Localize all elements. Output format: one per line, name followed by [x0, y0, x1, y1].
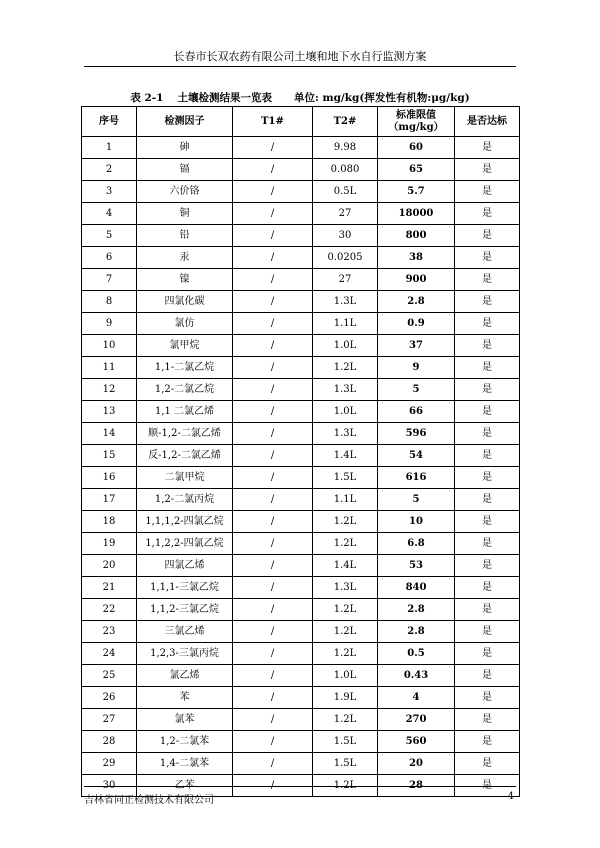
cell-pass: 是: [455, 225, 520, 247]
cell-pass: 是: [455, 159, 520, 181]
cell-t1: /: [233, 577, 313, 599]
cell-pass: 是: [455, 577, 520, 599]
cell-no: 28: [82, 731, 137, 753]
cell-factor: 氯乙烯: [137, 665, 233, 687]
cell-t2: 27: [313, 203, 378, 225]
cell-limit: 20: [378, 753, 455, 775]
table-row: [82, 533, 520, 555]
cell-factor: 1,2-二氯苯: [137, 731, 233, 753]
cell-factor: 二氯甲烷: [137, 467, 233, 489]
cell-t1: /: [233, 621, 313, 643]
cell-factor: 1,2-二氯乙烷: [137, 379, 233, 401]
cell-no: 7: [82, 269, 137, 291]
cell-t1: /: [233, 709, 313, 731]
page-number: 4: [507, 791, 514, 802]
cell-t1: /: [233, 665, 313, 687]
cell-limit: 2.8: [378, 599, 455, 621]
cell-t1: /: [233, 401, 313, 423]
cell-pass: 是: [455, 335, 520, 357]
cell-pass: 是: [455, 687, 520, 709]
cell-pass: 是: [455, 291, 520, 313]
table-row: [82, 247, 520, 269]
cell-t1: /: [233, 137, 313, 159]
table-row: [82, 731, 520, 753]
footer-company: 吉林省同正检测技术有限公司: [84, 795, 214, 806]
cell-t1: /: [233, 445, 313, 467]
cell-pass: 是: [455, 379, 520, 401]
cell-no: 20: [82, 555, 137, 577]
cell-t2: 27: [313, 269, 378, 291]
cell-pass: 是: [455, 643, 520, 665]
cell-t2: 1.2L: [313, 599, 378, 621]
cell-pass: 是: [455, 709, 520, 731]
cell-pass: 是: [455, 181, 520, 203]
cell-factor: 1,2,3-三氯丙烷: [137, 643, 233, 665]
table-header-row: [82, 107, 520, 137]
cell-t1: /: [233, 599, 313, 621]
table-row: [82, 401, 520, 423]
cell-factor: 三氯乙烯: [137, 621, 233, 643]
cell-pass: 是: [455, 137, 520, 159]
cell-t2: 0.0205: [313, 247, 378, 269]
cell-pass: 是: [455, 621, 520, 643]
cell-no: 3: [82, 181, 137, 203]
cell-t1: /: [233, 225, 313, 247]
cell-factor: 氯甲烷: [137, 335, 233, 357]
cell-no: 29: [82, 753, 137, 775]
cell-pass: 是: [455, 401, 520, 423]
cell-no: 12: [82, 379, 137, 401]
cell-t1: /: [233, 643, 313, 665]
cell-t2: 1.2L: [313, 533, 378, 555]
cell-limit: 18000: [378, 203, 455, 225]
cell-limit: 900: [378, 269, 455, 291]
cell-t1: /: [233, 335, 313, 357]
cell-limit: 5.7: [378, 181, 455, 203]
cell-limit: 270: [378, 709, 455, 731]
cell-factor: 1,2-二氯丙烷: [137, 489, 233, 511]
cell-pass: 是: [455, 423, 520, 445]
cell-pass: 是: [455, 731, 520, 753]
cell-limit: 60: [378, 137, 455, 159]
cell-pass: 是: [455, 555, 520, 577]
table-row: [82, 489, 520, 511]
cell-factor: 顺-1,2-二氯乙烯: [137, 423, 233, 445]
cell-no: 30: [82, 775, 137, 797]
cell-t1: /: [233, 357, 313, 379]
cell-pass: 是: [455, 313, 520, 335]
caption-number: 表 2-1: [130, 92, 164, 104]
cell-t2: 1.3L: [313, 577, 378, 599]
header-rule: [84, 66, 516, 67]
cell-t1: /: [233, 489, 313, 511]
cell-limit: 38: [378, 247, 455, 269]
soil-results-table: [81, 106, 520, 797]
table-row: [82, 621, 520, 643]
cell-t2: 30: [313, 225, 378, 247]
cell-factor: 镉: [137, 159, 233, 181]
cell-t1: /: [233, 247, 313, 269]
header-t1: T1#: [233, 107, 313, 137]
table-caption: [84, 90, 516, 105]
cell-pass: 是: [455, 269, 520, 291]
cell-pass: 是: [455, 203, 520, 225]
cell-factor: 六价铬: [137, 181, 233, 203]
table-row: [82, 665, 520, 687]
header-pass: 是否达标: [455, 107, 520, 137]
cell-t2: 1.2L: [313, 511, 378, 533]
cell-t2: 1.9L: [313, 687, 378, 709]
cell-no: 4: [82, 203, 137, 225]
cell-no: 15: [82, 445, 137, 467]
cell-limit: 66: [378, 401, 455, 423]
cell-no: 22: [82, 599, 137, 621]
cell-pass: 是: [455, 467, 520, 489]
cell-limit: 560: [378, 731, 455, 753]
cell-limit: 2.8: [378, 291, 455, 313]
cell-limit: 65: [378, 159, 455, 181]
cell-no: 11: [82, 357, 137, 379]
cell-no: 16: [82, 467, 137, 489]
cell-no: 25: [82, 665, 137, 687]
caption-title: 土壤检测结果一览表: [177, 92, 272, 104]
cell-t2: 1.3L: [313, 379, 378, 401]
footer-rule: [84, 786, 516, 787]
table-row: [82, 357, 520, 379]
table-row: [82, 687, 520, 709]
table-row: [82, 313, 520, 335]
table-row: [82, 709, 520, 731]
cell-t2: 1.5L: [313, 467, 378, 489]
page-header: 长春市长双农药有限公司土壤和地下水自行监测方案: [173, 50, 427, 63]
cell-pass: 是: [455, 511, 520, 533]
cell-no: 17: [82, 489, 137, 511]
cell-limit: 37: [378, 335, 455, 357]
cell-t1: /: [233, 511, 313, 533]
cell-factor: 氯仿: [137, 313, 233, 335]
cell-limit: 5: [378, 489, 455, 511]
cell-pass: 是: [455, 599, 520, 621]
table-row: [82, 577, 520, 599]
header-limit-line2: （mg/kg）: [388, 121, 444, 133]
cell-t1: /: [233, 423, 313, 445]
cell-t1: /: [233, 775, 313, 797]
cell-t2: 1.2L: [313, 775, 378, 797]
cell-t2: 1.2L: [313, 621, 378, 643]
cell-no: 9: [82, 313, 137, 335]
cell-no: 27: [82, 709, 137, 731]
cell-factor: 1,1,2,2-四氯乙烷: [137, 533, 233, 555]
cell-t2: 9.98: [313, 137, 378, 159]
cell-limit: 800: [378, 225, 455, 247]
cell-factor: 乙苯: [137, 775, 233, 797]
table-row: [82, 599, 520, 621]
header-limit-line1: 标准限值: [396, 109, 436, 121]
cell-t1: /: [233, 291, 313, 313]
cell-no: 26: [82, 687, 137, 709]
cell-limit: 0.43: [378, 665, 455, 687]
cell-no: 5: [82, 225, 137, 247]
cell-no: 21: [82, 577, 137, 599]
cell-t1: /: [233, 555, 313, 577]
cell-t1: /: [233, 687, 313, 709]
cell-limit: 596: [378, 423, 455, 445]
header-factor: 检测因子: [137, 107, 233, 137]
cell-limit: 28: [378, 775, 455, 797]
cell-t2: 1.2L: [313, 709, 378, 731]
cell-t2: 1.4L: [313, 555, 378, 577]
cell-factor: 1,1 二氯乙烯: [137, 401, 233, 423]
cell-limit: 54: [378, 445, 455, 467]
cell-t1: /: [233, 731, 313, 753]
cell-pass: 是: [455, 665, 520, 687]
cell-limit: 9: [378, 357, 455, 379]
header-limit: [378, 107, 455, 137]
table-row: [82, 335, 520, 357]
cell-factor: 镍: [137, 269, 233, 291]
cell-t1: /: [233, 269, 313, 291]
cell-pass: 是: [455, 533, 520, 555]
cell-limit: 840: [378, 577, 455, 599]
cell-no: 10: [82, 335, 137, 357]
cell-limit: 6.8: [378, 533, 455, 555]
cell-no: 13: [82, 401, 137, 423]
cell-factor: 1,1,1,2-四氯乙烷: [137, 511, 233, 533]
cell-limit: 5: [378, 379, 455, 401]
table-row: [82, 445, 520, 467]
cell-t2: 1.5L: [313, 753, 378, 775]
cell-factor: 四氯乙烯: [137, 555, 233, 577]
cell-t2: 1.4L: [313, 445, 378, 467]
table-row: [82, 467, 520, 489]
table-row: [82, 643, 520, 665]
cell-t2: 1.3L: [313, 423, 378, 445]
table-row: [82, 511, 520, 533]
cell-limit: 0.9: [378, 313, 455, 335]
cell-t2: 0.080: [313, 159, 378, 181]
cell-t2: 1.3L: [313, 291, 378, 313]
cell-t1: /: [233, 159, 313, 181]
cell-t1: /: [233, 181, 313, 203]
table-row: [82, 203, 520, 225]
cell-t2: 1.0L: [313, 335, 378, 357]
cell-pass: 是: [455, 247, 520, 269]
caption-unit: 单位: mg/kg(挥发性有机物:μg/kg): [293, 92, 470, 104]
cell-factor: 铜: [137, 203, 233, 225]
table-row: [82, 291, 520, 313]
cell-t2: 1.1L: [313, 489, 378, 511]
cell-no: 18: [82, 511, 137, 533]
table-row: [82, 269, 520, 291]
cell-pass: 是: [455, 775, 520, 797]
cell-factor: 砷: [137, 137, 233, 159]
cell-limit: 4: [378, 687, 455, 709]
cell-t1: /: [233, 203, 313, 225]
cell-no: 1: [82, 137, 137, 159]
cell-limit: 10: [378, 511, 455, 533]
table-row: [82, 753, 520, 775]
header-no: 序号: [82, 107, 137, 137]
table-row: [82, 159, 520, 181]
cell-t1: /: [233, 467, 313, 489]
cell-t1: /: [233, 533, 313, 555]
cell-t1: /: [233, 313, 313, 335]
cell-factor: 苯: [137, 687, 233, 709]
cell-limit: 2.8: [378, 621, 455, 643]
cell-factor: 1,1-二氯乙烷: [137, 357, 233, 379]
cell-t2: 1.0L: [313, 665, 378, 687]
table-row: [82, 379, 520, 401]
cell-t2: 0.5L: [313, 181, 378, 203]
table-body: [82, 137, 520, 797]
cell-pass: 是: [455, 445, 520, 467]
header-t2: T2#: [313, 107, 378, 137]
cell-limit: 53: [378, 555, 455, 577]
cell-factor: 汞: [137, 247, 233, 269]
table-row: [82, 555, 520, 577]
cell-no: 23: [82, 621, 137, 643]
cell-factor: 1,1,1-三氯乙烷: [137, 577, 233, 599]
cell-no: 2: [82, 159, 137, 181]
cell-limit: 616: [378, 467, 455, 489]
cell-t2: 1.1L: [313, 313, 378, 335]
cell-factor: 铅: [137, 225, 233, 247]
cell-no: 6: [82, 247, 137, 269]
cell-pass: 是: [455, 489, 520, 511]
cell-t1: /: [233, 753, 313, 775]
cell-pass: 是: [455, 357, 520, 379]
cell-t1: /: [233, 379, 313, 401]
cell-t2: 1.2L: [313, 643, 378, 665]
table-row: [82, 423, 520, 445]
cell-limit: 0.5: [378, 643, 455, 665]
cell-t2: 1.2L: [313, 357, 378, 379]
cell-t2: 1.5L: [313, 731, 378, 753]
cell-pass: 是: [455, 753, 520, 775]
table-row: [82, 181, 520, 203]
cell-no: 8: [82, 291, 137, 313]
cell-factor: 1,1,2-三氯乙烷: [137, 599, 233, 621]
cell-t2: 1.0L: [313, 401, 378, 423]
table-row: [82, 137, 520, 159]
cell-factor: 氯苯: [137, 709, 233, 731]
cell-no: 14: [82, 423, 137, 445]
cell-no: 19: [82, 533, 137, 555]
cell-factor: 1,4-二氯苯: [137, 753, 233, 775]
table-row: [82, 225, 520, 247]
cell-factor: 四氯化碳: [137, 291, 233, 313]
cell-no: 24: [82, 643, 137, 665]
cell-factor: 反-1,2-二氯乙烯: [137, 445, 233, 467]
